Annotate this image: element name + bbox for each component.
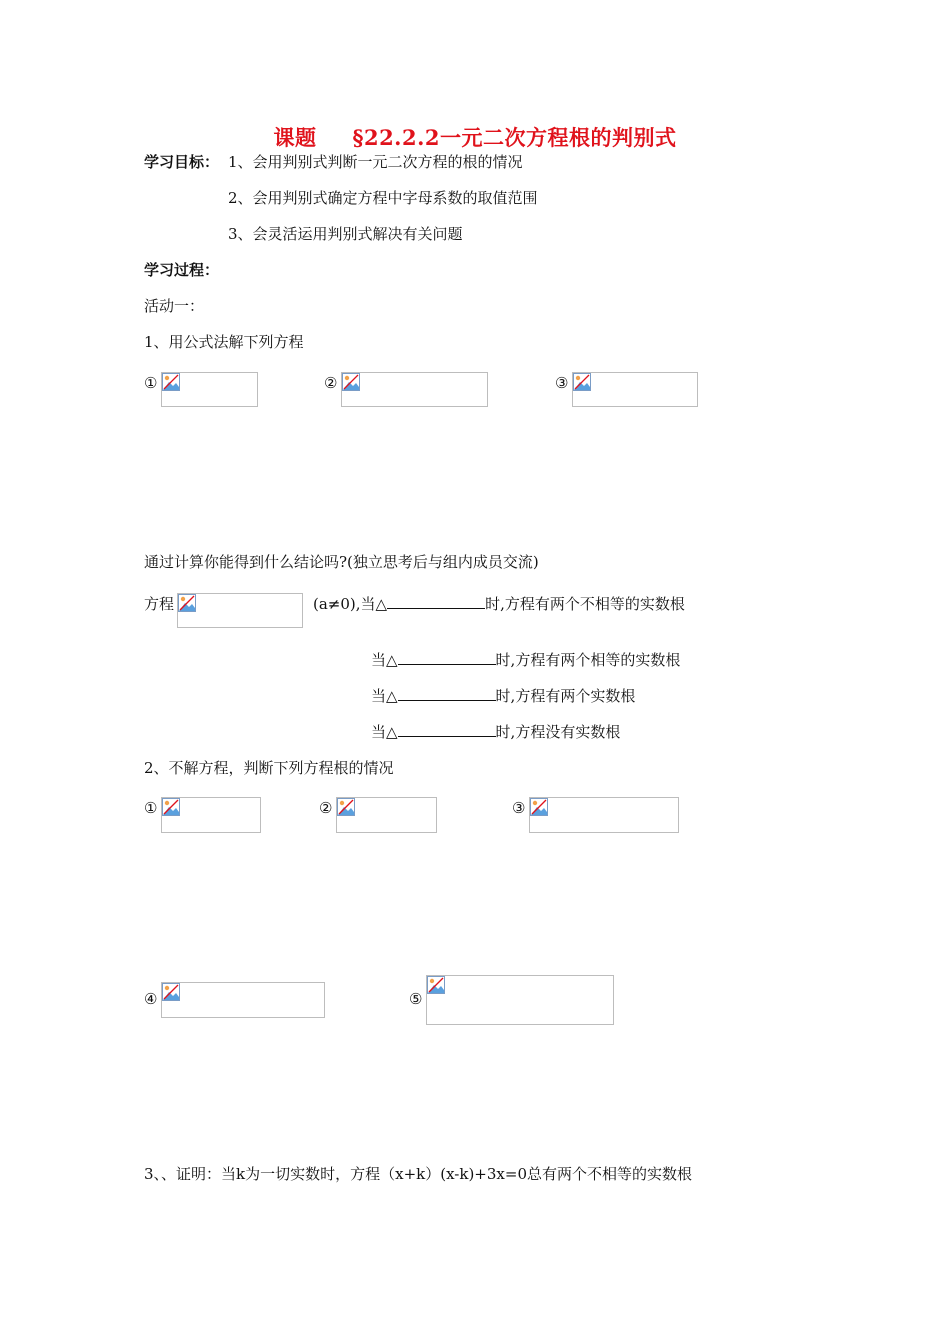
question-3: 3、、证明：当k为一切实数时，方程（x+k）(x-k)+3x=0总有两个不相等的实数根 (144, 1165, 692, 1183)
goal-item-2: 2、会用判别式确定方程中字母系数的取值范围 (228, 189, 538, 207)
equation-image (161, 372, 258, 407)
when-label: 当△ (371, 651, 398, 669)
broken-image-icon (337, 798, 355, 816)
equation-image (161, 797, 261, 833)
equation-image (341, 372, 488, 407)
q1-marker-3: ③ (555, 374, 569, 392)
goal-item-1: 1、会用判别式判断一元二次方程的根的情况 (228, 153, 523, 171)
q2-marker-5: ⑤ (409, 990, 423, 1008)
broken-image-icon (573, 373, 591, 391)
condition-result-4: 时,方程没有实数根 (495, 723, 621, 741)
condition-line-2 (371, 650, 680, 670)
q2-marker-2: ② (319, 799, 333, 817)
conclusion-prompt: 通过计算你能得到什么结论吗?(独立思考后与组内成员交流) (144, 553, 539, 571)
question-1: 1、用公式法解下列方程 (144, 333, 304, 351)
goals-label: 学习目标： (144, 153, 220, 171)
broken-image-icon (162, 373, 180, 391)
equation-image (529, 797, 679, 833)
broken-image-icon (342, 373, 360, 391)
q1-marker-1: ① (144, 374, 158, 392)
condition-result-3: 时,方程有两个实数根 (495, 687, 636, 705)
condition-result-1: 时,方程有两个不相等的实数根 (485, 595, 685, 613)
when-label: 当△ (371, 687, 398, 705)
title-topic: §22.2.2一元二次方程根的判别式 (352, 125, 677, 150)
question-2: 2、不解方程，判断下列方程根的情况 (144, 759, 394, 777)
condition-line-1 (313, 594, 685, 614)
broken-image-icon (162, 983, 180, 1001)
q2-marker-4: ④ (144, 990, 158, 1008)
equation-prefix: 方程 (144, 595, 175, 613)
process-label: 学习过程： (144, 261, 220, 279)
when-label: 当△ (371, 723, 398, 741)
broken-image-icon (427, 976, 445, 994)
equation-image (572, 372, 698, 407)
q2-marker-1: ① (144, 799, 158, 817)
condition-result-2: 时,方程有两个相等的实数根 (495, 651, 681, 669)
activity-label: 活动一： (144, 297, 205, 315)
broken-image-icon (162, 798, 180, 816)
title-label: 课题 (273, 125, 317, 150)
q2-marker-3: ③ (512, 799, 526, 817)
page-title (0, 122, 950, 152)
broken-image-icon (530, 798, 548, 816)
condition-text: (a≠0),当△ (313, 595, 388, 613)
q1-marker-2: ② (324, 374, 338, 392)
answer-blank[interactable] (387, 594, 485, 609)
condition-line-4 (371, 722, 620, 742)
answer-blank[interactable] (398, 722, 496, 737)
answer-blank[interactable] (398, 686, 496, 701)
equation-image (161, 982, 325, 1018)
condition-line-3 (371, 686, 635, 706)
broken-image-icon (178, 594, 196, 612)
equation-image (426, 975, 614, 1025)
equation-image (336, 797, 437, 833)
answer-blank[interactable] (398, 650, 496, 665)
goal-item-3: 3、会灵活运用判别式解决有关问题 (228, 225, 463, 243)
equation-image (177, 593, 303, 628)
